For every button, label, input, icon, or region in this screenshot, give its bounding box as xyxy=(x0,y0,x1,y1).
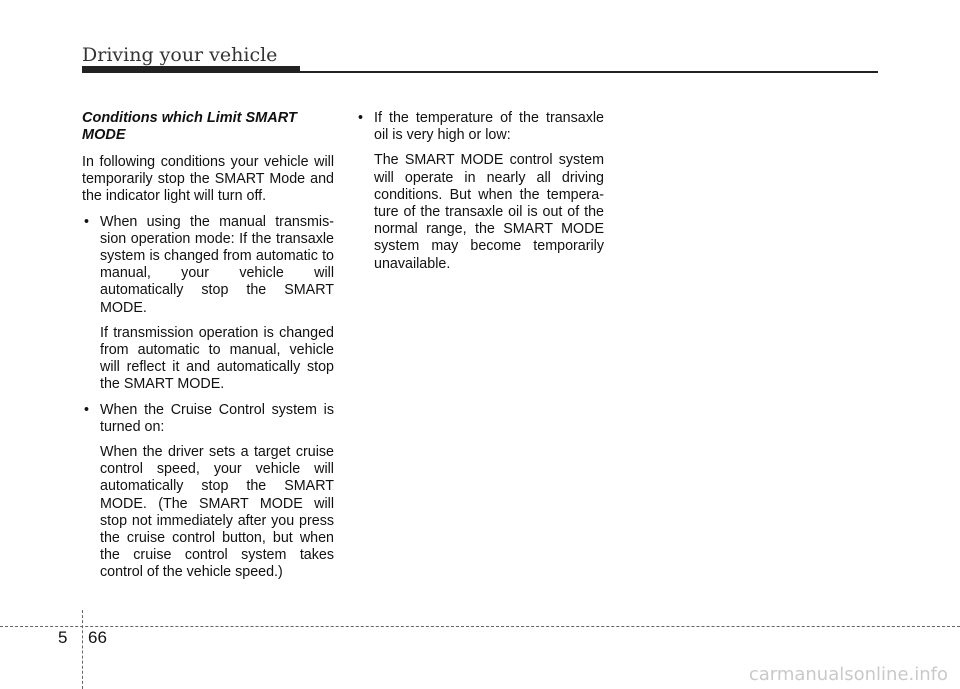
page-header-title: Driving your vehicle xyxy=(82,44,278,66)
header-bar xyxy=(82,66,300,73)
list-item xyxy=(356,110,604,144)
watermark: carmanualsonline.info xyxy=(748,664,948,685)
right-column xyxy=(356,110,604,273)
footer-divider xyxy=(82,610,83,689)
bullet-detail: The SMART MODE control system will operate in nearly all driving conditions. But when the temperature of the transaxle oil is out of the normal range, the SMART MODE system may become temporarily unavailable. xyxy=(374,152,604,272)
section-subheading: Conditions which Limit SMART MODE xyxy=(82,110,297,143)
bullet-detail: When the driver sets a target cruise control speed, your vehicle will automatically stop the SMART MODE. (The SMART MODE will stop not immediately after you press the cruise control button, but when the cruise control system takes control of the vehicle speed.) xyxy=(100,444,334,581)
left-column xyxy=(82,110,334,582)
footer-rule xyxy=(0,626,960,627)
intro-paragraph: In following conditions your vehicle will temporarily stop the SMART Mode and the indicator light will turn off. xyxy=(82,154,334,205)
list-item xyxy=(82,214,334,317)
bullet-lead: If the temperature of the transaxle oil is very high or low: xyxy=(374,110,604,144)
section-number: 5 xyxy=(58,628,68,647)
page-number: 66 xyxy=(88,628,107,647)
bullet-detail: If transmission operation is changed from automatic to manual, vehicle will reflect it and automatically stop the SMART MODE. xyxy=(100,324,334,393)
bullet-marker: • xyxy=(84,401,90,418)
bullet-marker: • xyxy=(84,213,90,230)
bullet-lead: When the Cruise Control system is turned on: xyxy=(100,401,334,435)
list-item xyxy=(82,402,334,436)
bullet-lead: When using the manual transmission operation mode: If the transaxle system is changed from automatic to manual, your vehicle will automatically stop the SMART MODE. xyxy=(100,213,334,316)
header-rule xyxy=(300,71,878,73)
bullet-marker: • xyxy=(358,110,364,126)
